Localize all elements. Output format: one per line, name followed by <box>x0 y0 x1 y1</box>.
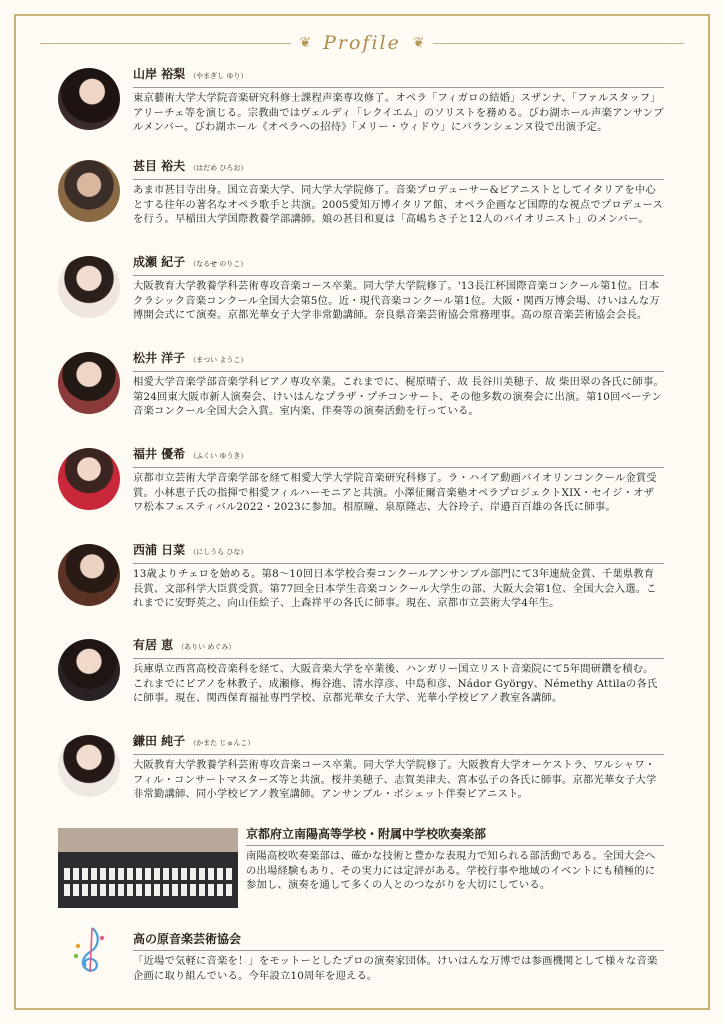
profile-band <box>246 826 664 893</box>
association-name: 高の原音楽芸術協会 <box>133 932 242 946</box>
ornament-left-icon: ❦ <box>299 35 312 51</box>
association-logo-icon <box>70 924 110 974</box>
profile-kana: （ふくい ゆうき） <box>189 452 248 460</box>
profile-kana: （やまぎし ゆり） <box>189 72 248 80</box>
profile-text: あま市甚目寺出身。国立音楽大学、同大学大学院修了。音楽プロデューサー&ピアニストとしてイタリアを中心とする往年の著名なオペラ歌手と共演。2005愛知万博イタリア館、オペラ企画など国際的な視点でプロデュースを行う。早稲田大学国際教養学部講師。娘の甚目和夏は「高嶋ちさ子と12人のバイオリニスト」のメンバー。 <box>133 184 664 225</box>
divider <box>133 563 664 564</box>
profile-kana: （なるせ のりこ） <box>189 260 248 268</box>
header-rule-left <box>40 43 291 44</box>
profile-text: 京都市立芸術大学音楽学部を経て相愛大学大学院音楽研究科修了。ラ・ハイア動画バイオリンコンクール金賞受賞。小林恵子氏の指揮で相愛フィルハーモニアと共演。小澤征爾音楽塾オペラプロジェクトXIX・セイジ・オザワ松本フェスティバル2022・2023に参加。相原瞳、泉原隆志、大谷玲子、岸邉百百雄の各氏に師事。 <box>133 472 657 513</box>
profile-kana: （はだめ ひろお） <box>189 164 248 172</box>
divider <box>133 467 664 468</box>
divider <box>133 658 664 659</box>
profile-naruse <box>58 254 664 323</box>
profile-text: 兵庫県立西宮高校音楽科を経て、大阪音楽大学を卒業後、ハンガリー国立リスト音楽院にて5年間研鑽を積む。これまでにピアノを林教子、成瀬修、梅谷進、清水淳彦、中島和彦、Nádor György、Némethy Attilaの各氏に師事。現在、関西保育福祉専門学校、京都光華女子大学、光華小学校ピアノ教室各講師。 <box>133 663 658 704</box>
band-members-row <box>64 884 232 896</box>
profile-yamagishi <box>58 66 664 135</box>
profile-text: 相愛大学音楽学部音楽学科ピアノ専攻卒業。これまでに、梶原晴子、故 長谷川美穂子、故 柴田翠の各氏に師事。第24回東大阪市新人演奏会、けいはんなプラザ・プチコンサート、その他多数の演奏会に出演。第10回ベーテン音楽コンクール全国大会入賞。室内楽、伴奏等の演奏活動を行っている。 <box>133 376 664 417</box>
profile-text: 大阪教育大学教養学科芸術専攻音楽コース卒業。同大学大学院修了。大阪教育大学オーケストラ、ワルシャワ・フィル・コンサートマスターズ等と共演。桜井美穂子、志賀美津夫、宮本弘子の各氏に師事。京都光華女子大学非常勤講師、同小学校ピアノ教室講師。アンサンブル・ボシェット伴奏ピアニスト。 <box>133 759 657 800</box>
profile-kana: （かまた じゅんこ） <box>189 739 255 747</box>
divider <box>133 179 664 180</box>
profile-kana: （ありい めぐみ） <box>177 643 236 651</box>
avatar <box>58 448 120 510</box>
avatar <box>58 352 120 414</box>
profile-fukui <box>58 446 664 515</box>
profile-text: 大阪教育大学教養学科芸術専攻音楽コース卒業。同大学大学院修了。'13長江杯国際音楽コンクール第1位。日本クラシック音楽コンクール全国大会第5位。近・現代音楽コンクール第1位。大阪・関西万博会場、けいはんな万博開会式にて演奏。京都光華女子大学非常勤講師。奈良県音楽芸術協会常務理事。高の原音楽芸術協会会長。 <box>133 280 660 321</box>
profile-name: 福井 優希 <box>133 447 186 461</box>
divider <box>133 371 664 372</box>
profile-name: 有居 恵 <box>133 638 174 652</box>
profile-association <box>133 931 664 983</box>
page-title: Profile <box>323 32 401 54</box>
band-group-photo <box>58 828 238 908</box>
avatar <box>58 735 120 797</box>
profile-hadame <box>58 158 664 227</box>
profile-header <box>40 28 684 58</box>
profile-name: 松井 洋子 <box>133 351 186 365</box>
profile-nishiura <box>58 542 664 611</box>
avatar <box>58 68 120 130</box>
avatar <box>58 256 120 318</box>
divider <box>133 87 664 88</box>
association-text: 「近場で気軽に音楽を！」をモットーとしたプロの演奏家団体。けいはんな万博では参画機関として様々な音楽企画に取り組んでいる。今年設立10周年を迎える。 <box>133 955 658 982</box>
profile-name: 山岸 裕梨 <box>133 67 186 81</box>
profile-kana: （にしうら ひな） <box>189 548 248 556</box>
profile-text: 東京藝術大学大学院音楽研究科修士課程声楽専攻修了。オペラ「フィガロの結婚」スザンナ、「ファルスタッフ」アリーチェ等を演じる。宗教曲ではヴェルディ「レクイエム」のソリストを務める。びわ湖ホール声楽アンサンブルメンバー。びわ湖ホール《オペラへの招待》「メリー・ウィドウ」にバランシェンヌ役で出演予定。 <box>133 92 664 133</box>
profile-text: 13歳よりチェロを始める。第8〜10回日本学校合奏コンクールアンサンブル部門にて3年連続金賞、千葉県教育長賞、文部科学大臣賞受賞。第77回全日本学生音楽コンクール大学生の部、大阪大会第1位、全国大会入選。これまでに安野英之、向山佳絵子、上森祥平の各氏に師事。現在、京都市立芸術大学4年生。 <box>133 568 657 609</box>
band-text: 南陽高校吹奏楽部は、確かな技術と豊かな表現力で知られる部活動である。全国大会への出場経験もあり、その実力には定評がある。学校行事や地域のイベントにも積極的に参加し、演奏を通して多くの人とのつながりを大切にしている。 <box>246 850 656 891</box>
band-members-row <box>64 868 232 880</box>
profile-kamata <box>58 733 664 802</box>
profile-matsui <box>58 350 664 419</box>
avatar <box>58 639 120 701</box>
profile-name: 甚目 裕夫 <box>133 159 186 173</box>
header-rule-right <box>433 43 684 44</box>
profile-name: 鎌田 純子 <box>133 734 186 748</box>
divider <box>133 275 664 276</box>
divider <box>133 754 664 755</box>
profile-name: 西浦 日菜 <box>133 543 186 557</box>
divider <box>133 950 664 951</box>
avatar <box>58 160 120 222</box>
divider <box>246 845 664 846</box>
band-name: 京都府立南陽高等学校・附属中学校吹奏楽部 <box>246 827 487 841</box>
profile-name: 成瀬 紀子 <box>133 255 186 269</box>
ornament-right-icon: ❦ <box>412 35 425 51</box>
profile-arii <box>58 637 664 706</box>
profile-kana: （まつい ようこ） <box>189 356 248 364</box>
avatar <box>58 544 120 606</box>
